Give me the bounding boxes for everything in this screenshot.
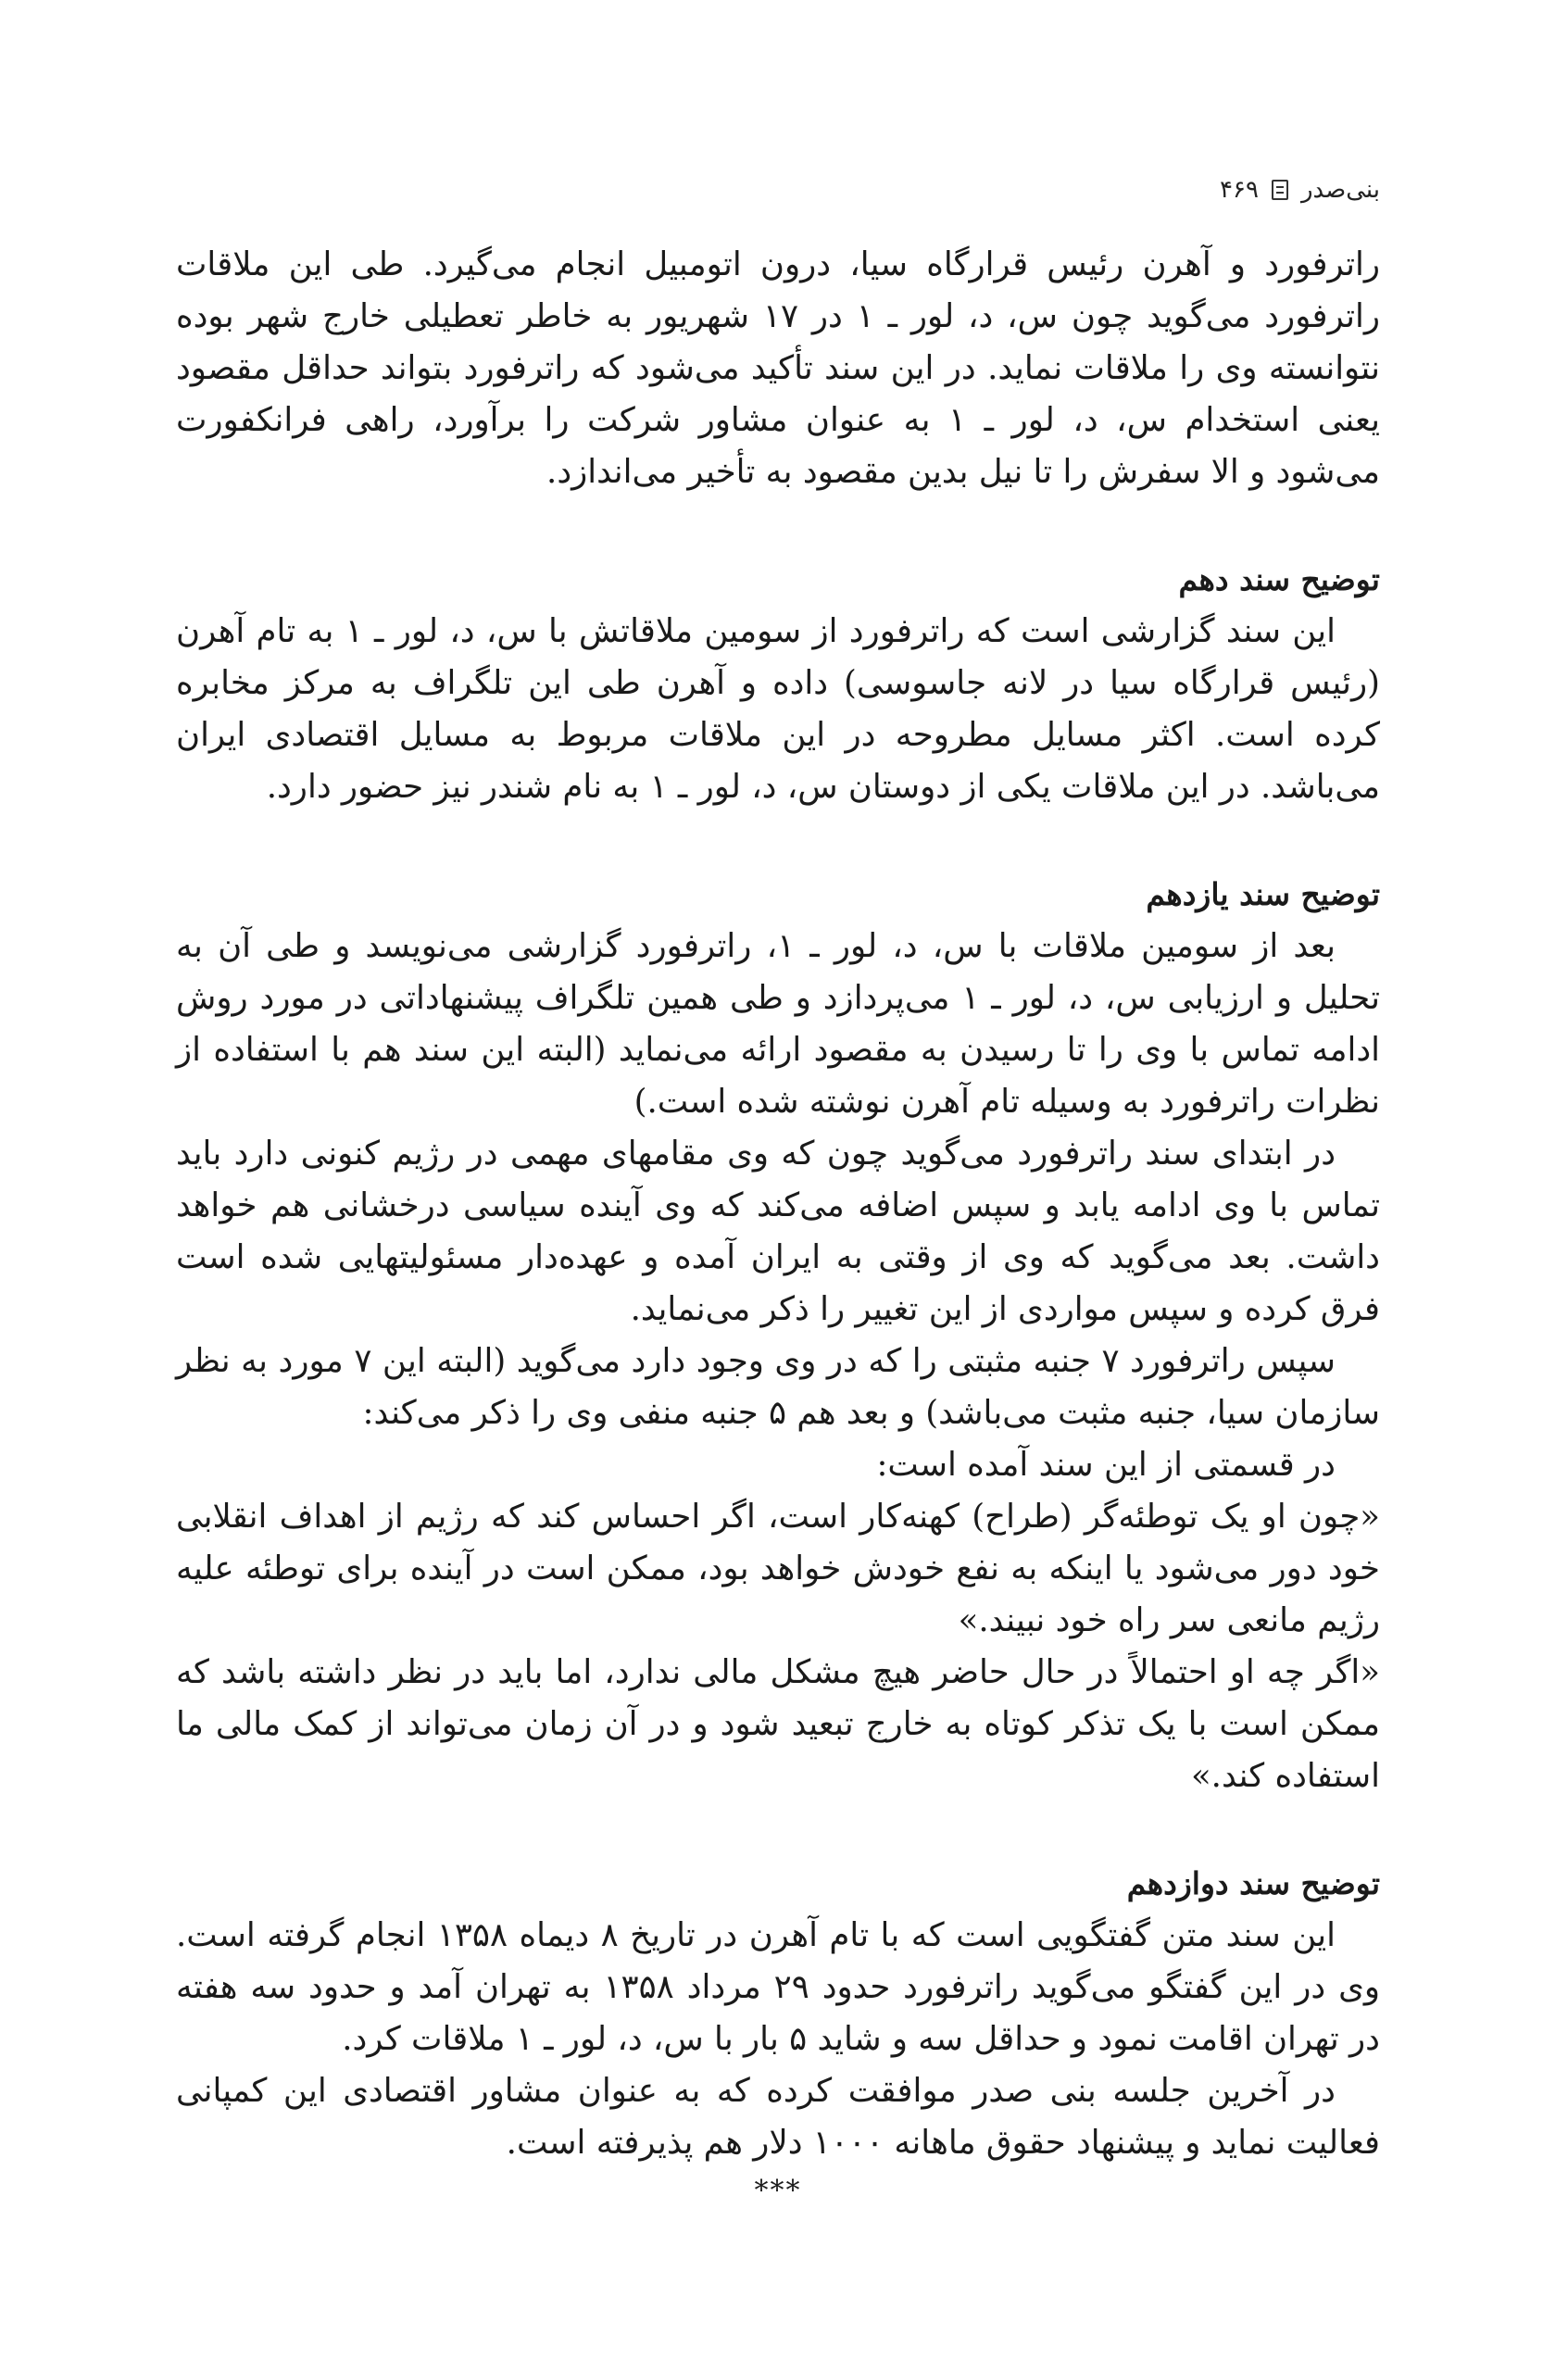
end-mark: *** xyxy=(754,2175,802,2207)
section-11-quote-2: «اگر چه او احتمالاً در حال حاضر هیچ مشکل مالی ندارد، اما باید در نظر داشته باشد که ممکن است با یک تذکر کوتاه به خارج تبعید شود و در آن زمان می‌تواند از کمک مالی ما استفاده کند.» xyxy=(176,1653,1380,1795)
section-heading-11: توضیح سند یازدهم xyxy=(1146,876,1380,912)
section-11-quote-1: «چون او یک توطئه‌گر (طراح) کهنه‌کار است، اگر احساس کند که رژیم از اهداف انقلابی خود دور می‌شود یا اینکه به نفع خودش خواهد بود، ممکن است در آینده برای توطئه علیه رژیم مانعی سر راه خود نبیند.» xyxy=(176,1498,1380,1639)
section-11-paragraph-2: در ابتدای سند راترفورد می‌گوید چون که وی مقامهای مهمی در رژیم کنونی دارد باید تماس با وی ادامه یابد و سپس اضافه می‌کند که وی آینده سیاسی درخشانی هم خواهد داشت. بعد می‌گوید که وی از وقتی به ایران آمده و عهده‌دار مسئولیتهایی شده است فرق کرده و سپس مواردی از این تغییر را ذکر می‌نماید. xyxy=(176,1135,1380,1328)
section-11-paragraph-3: سپس راترفورد ۷ جنبه مثبتی را که در وی وجود دارد می‌گوید (البته این ۷ مورد به نظر سازمان سیا، جنبه مثبت می‌باشد) و بعد هم ۵ جنبه منفی وی را ذکر می‌کند: xyxy=(176,1342,1380,1432)
section-heading-10: توضیح سند دهم xyxy=(1178,561,1380,597)
intro-paragraph: راترفورد و آهرن رئیس قرارگاه سیا، درون اتومبیل انجام می‌گیرد. طی این ملاقات راترفورد می‌گوید چون س، د، لور ـ ۱ در ۱۷ شهریور به خاطر تعطیلی خارج شهر بوده نتوانسته وی را ملاقات نماید. در این سند تأکید می‌شود که راترفورد بتواند حداقل مقصود یعنی استخدام س، د، لور ـ ۱ به عنوان مشاور شرکت را برآورد، راهی فرانکفورت می‌شود و الا سفرش را تا نیل بدین مقصود به تأخیر می‌اندازد. xyxy=(176,245,1380,491)
book-icon xyxy=(1272,180,1288,200)
section-spacer xyxy=(176,813,1380,869)
running-head xyxy=(176,176,1380,204)
book-page xyxy=(176,176,1380,2207)
section-spacer xyxy=(176,1802,1380,1858)
section-10-paragraph: این سند گزارشی است که راترفورد از سومین ملاقاتش با س، د، لور ـ ۱ به تام آهرن (رئیس قرارگاه سیا در لانه جاسوسی) داده و آهرن طی این تلگراف به مرکز مخابره کرده است. اکثر مسایل مطروحه در این ملاقات مربوط به مسایل اقتصادی ایران می‌باشد. در این ملاقات یکی از دوستان س، د، لور ـ ۱ به نام شندر نیز حضور دارد. xyxy=(176,612,1380,806)
section-11-paragraph-1: بعد از سومین ملاقات با س، د، لور ـ ۱، راترفورد گزارشی می‌نویسد و طی آن به تحلیل و ارزیابی س، د، لور ـ ۱ می‌پردازد و طی همین تلگراف پیشنهاداتی در مورد روش ادامه تماس با وی را تا رسیدن به مقصود ارائه می‌نماید (البته این سند هم با استفاده از نظرات راترفورد به وسیله تام آهرن نوشته شده است.) xyxy=(176,927,1380,1121)
section-spacer xyxy=(176,498,1380,554)
section-11-paragraph-4: در قسمتی از این سند آمده است: xyxy=(876,1446,1336,1484)
section-12-paragraph-1: این سند متن گفتگویی است که با تام آهرن در تاریخ ۸ دیماه ۱۳۵۸ انجام گرفته است. وی در این گفتگو می‌گوید راترفورد حدود ۲۹ مرداد ۱۳۵۸ به تهران آمد و حدود سه هفته در تهران اقامت نمود و حداقل سه و شاید ۵ بار با س، د، لور ـ ۱ ملاقات کرد. xyxy=(176,1916,1381,2058)
page-number: ۴۶۹ xyxy=(1220,176,1259,204)
section-heading-12: توضیح سند دوازدهم xyxy=(1126,1865,1380,1901)
section-12-paragraph-2: در آخرین جلسه بنی صدر موافقت کرده که به عنوان مشاور اقتصادی این کمپانی فعالیت نماید و پیشنهاد حقوق ماهانه ۱۰۰۰ دلار هم پذیرفته است. xyxy=(176,2072,1380,2162)
running-head-title: بنی‌صدر xyxy=(1300,176,1380,204)
